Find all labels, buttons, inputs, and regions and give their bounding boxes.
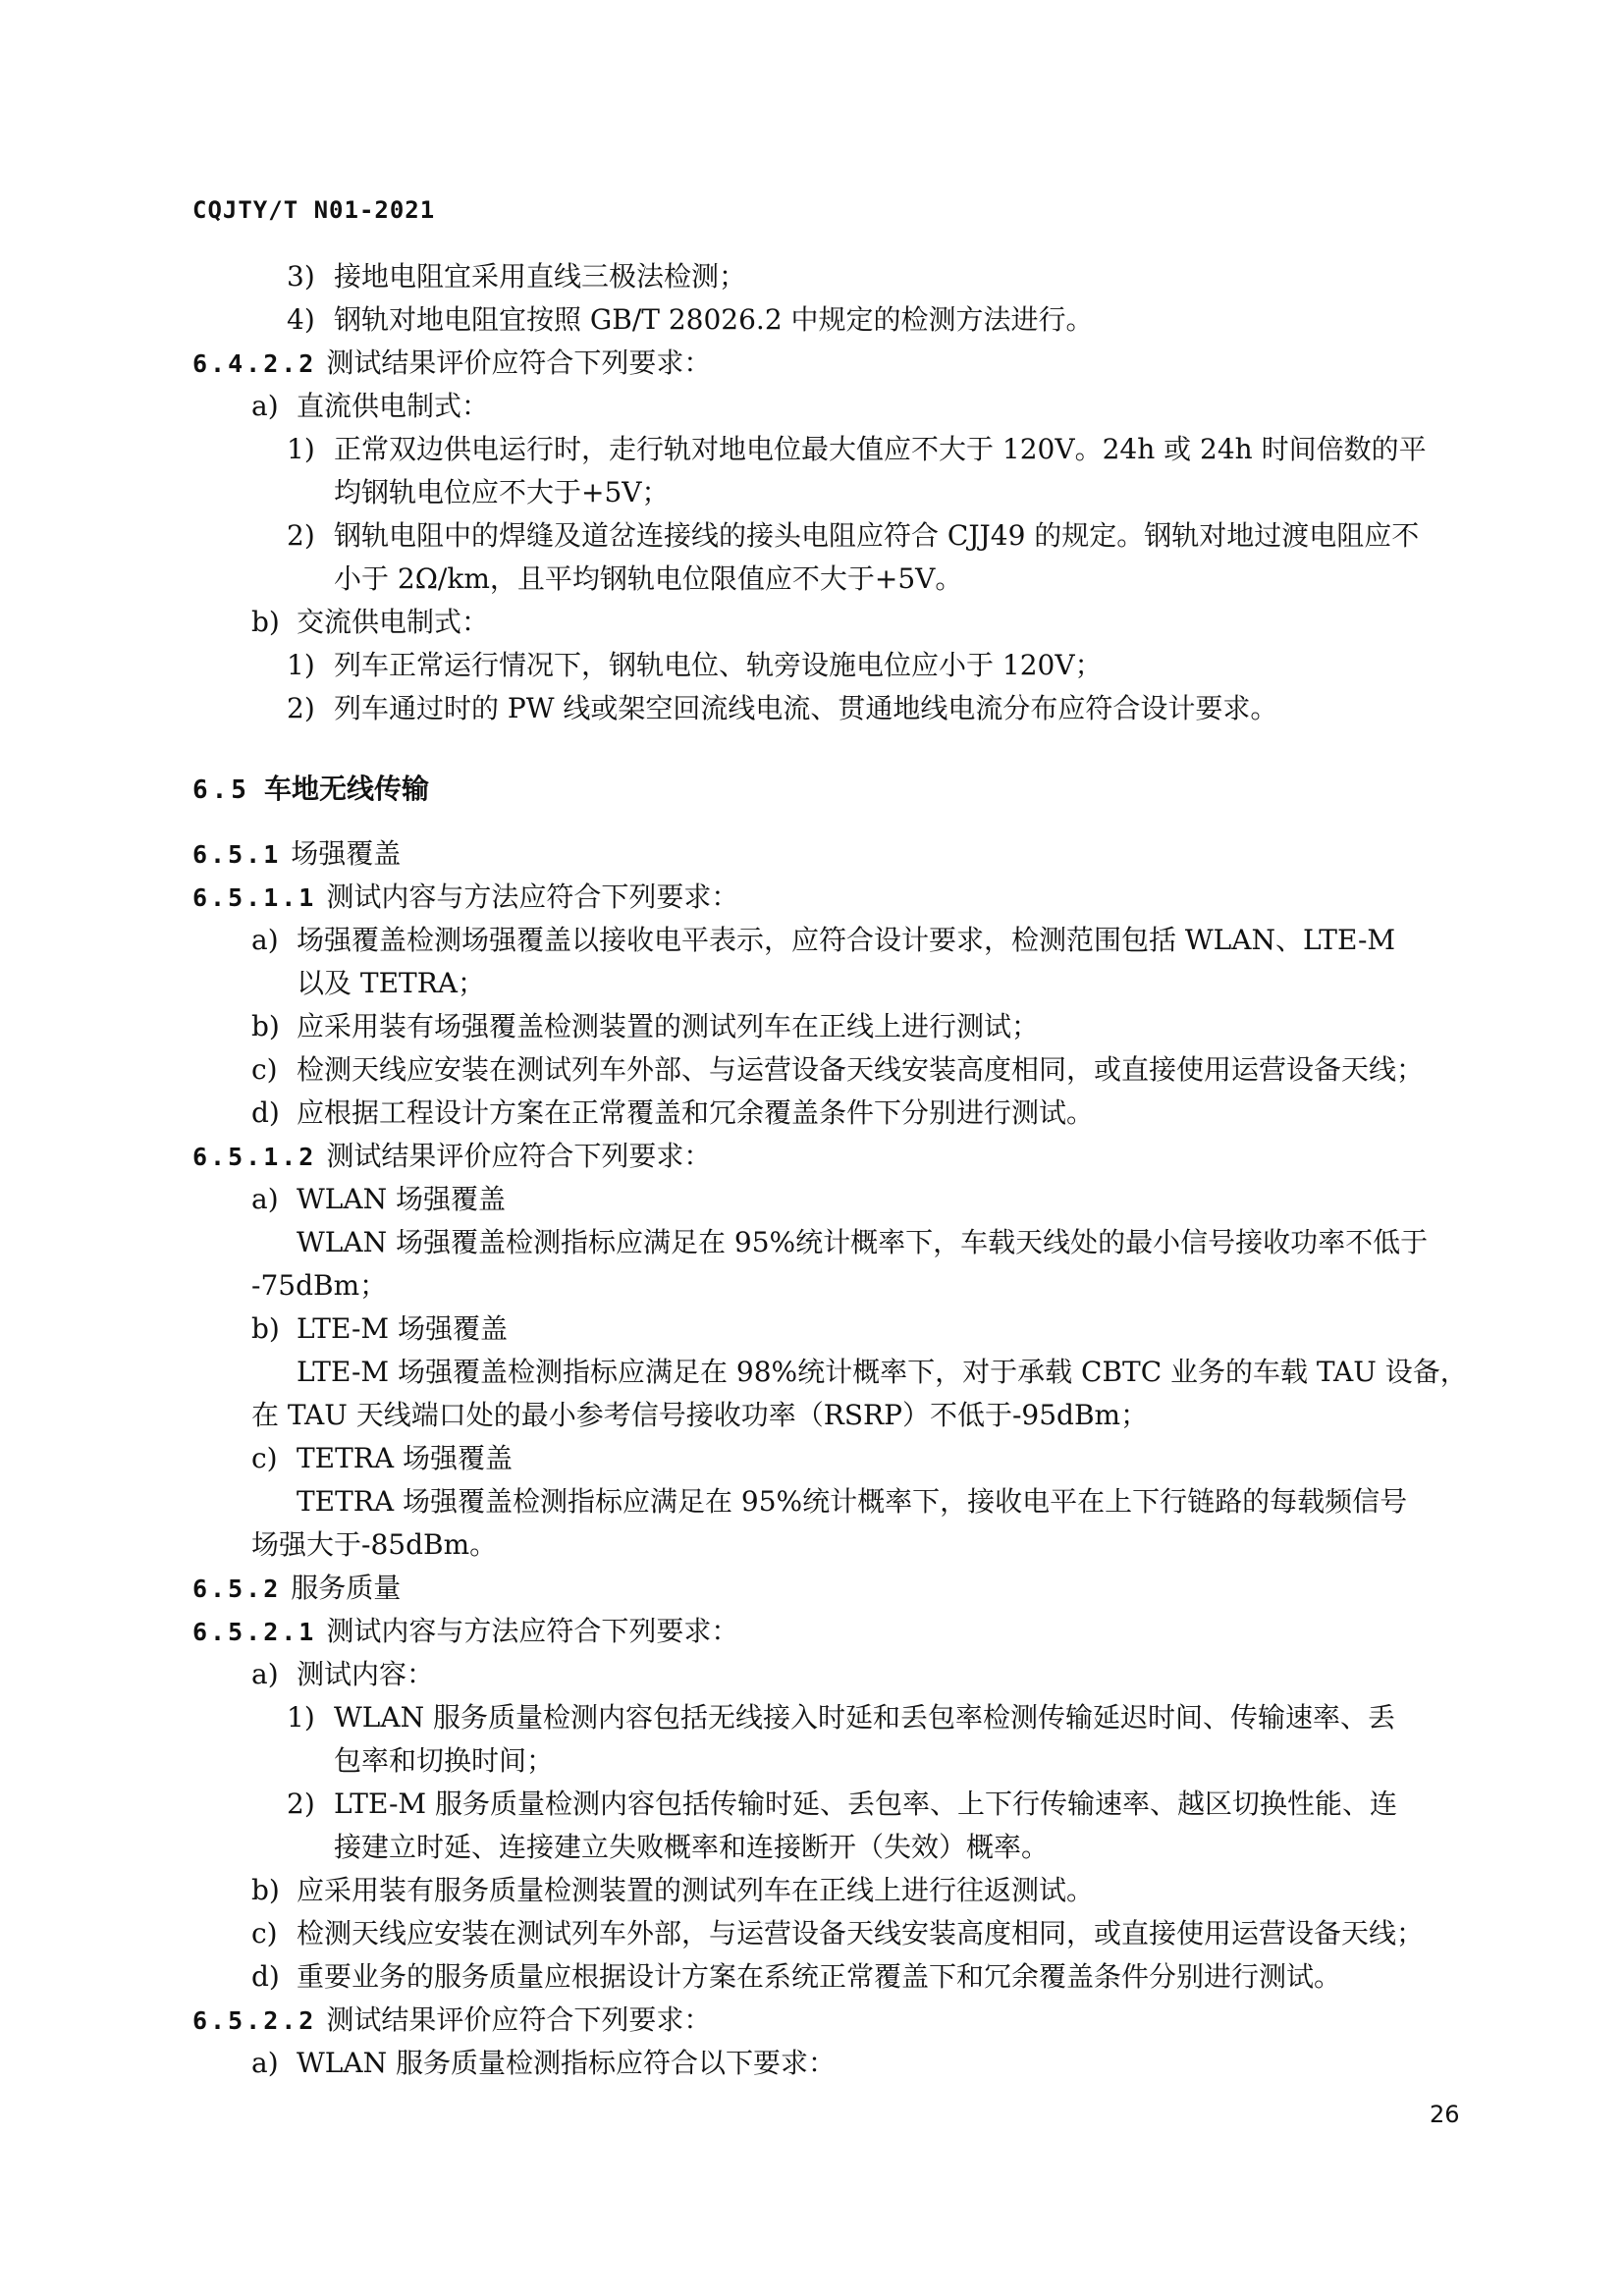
item-letter: c) — [251, 1442, 278, 1474]
paragraph-text: TETRA 场强覆盖检测指标应满足在 95%统计概率下，接收电平在上下行链路的每载频信号 — [297, 1485, 1408, 1518]
list-item — [287, 432, 1427, 467]
item-continuation: 均钢轨电位应不大于+5V； — [334, 476, 670, 508]
section-heading-6-5 — [192, 772, 429, 808]
item-letter: a) — [251, 1183, 279, 1215]
item-number: 1) — [287, 433, 315, 465]
item-text: LTE-M 场强覆盖 — [297, 1312, 508, 1345]
item-number: 1) — [287, 1701, 315, 1734]
list-item — [287, 1700, 1395, 1735]
item-letter: a) — [251, 924, 279, 956]
clause-6-5-2-1 — [192, 1614, 738, 1650]
item-text: 列车正常运行情况下，钢轨电位、轨旁设施电位应小于 120V； — [334, 649, 1103, 681]
clause-number: 6.4.2.2 — [192, 349, 317, 378]
item-text: TETRA 场强覆盖 — [297, 1442, 513, 1474]
clause-number: 6.5.1 — [192, 840, 282, 869]
item-text: 检测天线应安装在测试列车外部、与运营设备天线安装高度相同，或直接使用运营设备天线； — [297, 1053, 1425, 1086]
document-code-header: CQJTY/T N01-2021 — [192, 196, 436, 224]
list-item — [287, 302, 1094, 338]
item-text: 钢轨电阻中的焊缝及道岔连接线的接头电阻应符合 CJJ49 的规定。钢轨对地过渡电阻应不 — [334, 519, 1420, 552]
item-letter: b) — [251, 606, 280, 638]
clause-6-5-1-2 — [192, 1139, 711, 1175]
list-item — [251, 1052, 1424, 1088]
list-item — [251, 1095, 1094, 1131]
clause-6-5-1 — [192, 836, 401, 873]
item-text: 重要业务的服务质量应根据设计方案在系统正常覆盖下和冗余覆盖条件分别进行测试。 — [297, 1960, 1342, 1993]
clause-text: 测试内容与方法应符合下列要求： — [326, 1615, 739, 1647]
list-item — [251, 389, 489, 424]
list-item — [287, 259, 746, 294]
paragraph-continuation: 场强大于-85dBm。 — [251, 1528, 498, 1561]
item-continuation: 小于 2Ω/km，且平均钢轨电位限值应不大于+5V。 — [334, 562, 963, 595]
item-number: 2) — [287, 1788, 315, 1820]
item-text: 交流供电制式： — [297, 606, 490, 638]
item-text: LTE-M 服务质量检测内容包括传输时延、丢包率、上下行传输速率、越区切换性能、连 — [334, 1788, 1397, 1820]
clause-6-5-1-1 — [192, 880, 738, 916]
list-item — [251, 1873, 1094, 1908]
item-letter: c) — [251, 1053, 278, 1086]
clause-title: 服务质量 — [291, 1572, 402, 1604]
item-letter: a) — [251, 1658, 279, 1690]
list-item — [287, 518, 1419, 554]
clause-text: 测试结果评价应符合下列要求： — [326, 2003, 712, 2036]
item-number: 2) — [287, 519, 315, 552]
clause-number: 6.5.2 — [192, 1575, 282, 1603]
item-letter: b) — [251, 1312, 280, 1345]
list-item — [251, 1959, 1341, 1995]
list-item — [287, 691, 1277, 726]
item-letter: b) — [251, 1010, 280, 1042]
item-number: 1) — [287, 649, 315, 681]
clause-6-5-2-2 — [192, 2002, 711, 2039]
list-item — [287, 648, 1103, 683]
clause-number: 6.5.1.1 — [192, 883, 317, 912]
list-item — [251, 1441, 513, 1476]
clause-6-4-2-2 — [192, 346, 711, 382]
item-number: 2) — [287, 692, 315, 724]
item-text: WLAN 服务质量检测指标应符合以下要求： — [297, 2047, 836, 2079]
section-title: 车地无线传输 — [263, 773, 429, 805]
section-number: 6.5 — [192, 775, 250, 805]
item-text: 直流供电制式： — [297, 390, 490, 422]
item-text: WLAN 服务质量检测内容包括无线接入时延和丢包率检测传输延迟时间、传输速率、丢 — [334, 1701, 1395, 1734]
item-text: 场强覆盖检测场强覆盖以接收电平表示，应符合设计要求，检测范围包括 WLAN、LTE-M — [297, 924, 1396, 956]
item-letter: d) — [251, 1096, 280, 1129]
list-item — [251, 1009, 1039, 1044]
list-item — [251, 923, 1395, 958]
list-item — [251, 1311, 508, 1347]
list-item — [287, 1787, 1397, 1822]
clause-number: 6.5.2.2 — [192, 2006, 317, 2035]
item-text: 检测天线应安装在测试列车外部，与运营设备天线安装高度相同，或直接使用运营设备天线； — [297, 1917, 1425, 1949]
item-text: 列车通过时的 PW 线或架空回流线电流、贯通地线电流分布应符合设计要求。 — [334, 692, 1278, 724]
item-text: 钢轨对地电阻宜按照 GB/T 28026.2 中规定的检测方法进行。 — [334, 303, 1094, 336]
page-number: 26 — [1430, 2101, 1460, 2128]
clause-text: 测试结果评价应符合下列要求： — [326, 347, 712, 379]
item-letter: a) — [251, 2047, 279, 2079]
item-letter: d) — [251, 1960, 280, 1993]
clause-6-5-2 — [192, 1571, 401, 1607]
list-item — [251, 1657, 434, 1692]
paragraph-continuation: 在 TAU 天线端口处的最小参考信号接收功率（RSRP）不低于-95dBm； — [251, 1399, 1149, 1431]
clause-text: 测试内容与方法应符合下列要求： — [326, 881, 739, 913]
item-letter: b) — [251, 1874, 280, 1906]
item-letter: a) — [251, 390, 279, 422]
list-item — [251, 1182, 506, 1217]
item-number: 3) — [287, 260, 315, 293]
item-continuation: 接建立时延、连接建立失败概率和连接断开（失效）概率。 — [334, 1831, 1050, 1863]
item-continuation: 以及 TETRA； — [297, 967, 485, 999]
clause-number: 6.5.1.2 — [192, 1143, 317, 1171]
clause-text: 测试结果评价应符合下列要求： — [326, 1140, 712, 1172]
clause-number: 6.5.2.1 — [192, 1618, 317, 1646]
clause-title: 场强覆盖 — [291, 837, 402, 870]
item-text: 应采用装有场强覆盖检测装置的测试列车在正线上进行测试； — [297, 1010, 1040, 1042]
paragraph-continuation: -75dBm； — [251, 1269, 388, 1302]
item-continuation: 包率和切换时间； — [334, 1744, 555, 1777]
list-item — [251, 605, 489, 640]
item-text: 应采用装有服务质量检测装置的测试列车在正线上进行往返测试。 — [297, 1874, 1095, 1906]
item-text: 测试内容： — [297, 1658, 435, 1690]
item-text: 正常双边供电运行时，走行轨对地电位最大值应不大于 120V。24h 或 24h 时间倍数的平 — [334, 433, 1427, 465]
item-letter: c) — [251, 1917, 278, 1949]
item-number: 4) — [287, 303, 315, 336]
item-text: 应根据工程设计方案在正常覆盖和冗余覆盖条件下分别进行测试。 — [297, 1096, 1095, 1129]
item-text: WLAN 场强覆盖 — [297, 1183, 506, 1215]
list-item — [251, 1916, 1424, 1951]
paragraph-text: WLAN 场强覆盖检测指标应满足在 95%统计概率下，车载天线处的最小信号接收功率不低于 — [297, 1226, 1429, 1258]
paragraph-text: LTE-M 场强覆盖检测指标应满足在 98%统计概率下，对于承载 CBTC 业务的车载 TAU 设备， — [297, 1356, 1468, 1388]
item-text: 接地电阻宜采用直线三极法检测； — [334, 260, 747, 293]
list-item — [251, 2046, 836, 2081]
